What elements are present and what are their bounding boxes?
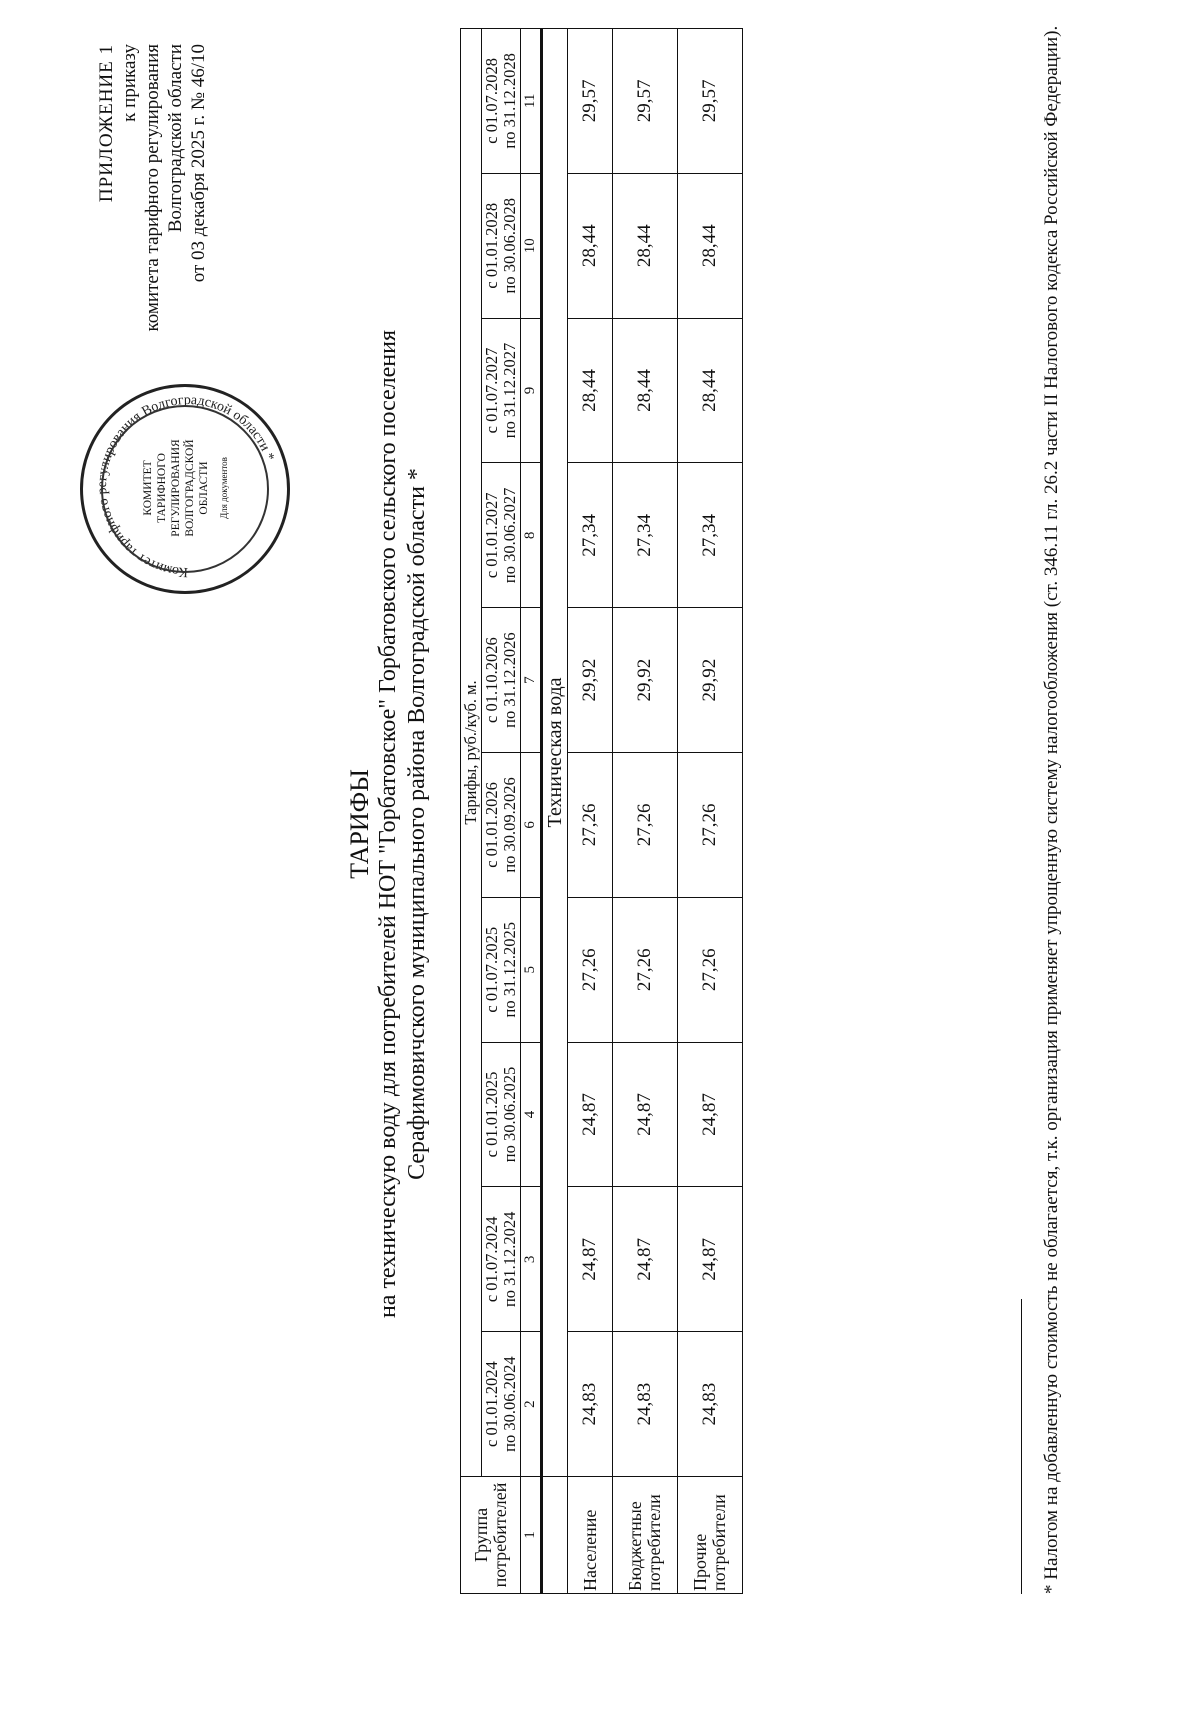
column-number-cell: 3: [521, 1187, 542, 1332]
period-to: по 30.09.2026: [500, 777, 519, 873]
column-number-cell: 10: [521, 173, 542, 318]
column-number-cell: 7: [521, 608, 542, 753]
tariff-value-cell: 24,83: [678, 1332, 743, 1477]
period-to: по 31.12.2028: [500, 53, 519, 149]
column-number-cell: 8: [521, 463, 542, 608]
tariff-header-cell: Тарифы, руб./куб. м.: [461, 28, 482, 1476]
period-from: с 01.10.2026: [482, 637, 501, 723]
period-from: с 01.01.2028: [482, 202, 501, 289]
period-cell: [482, 897, 521, 1042]
tariff-value-cell: 27,26: [613, 753, 678, 898]
tariff-value-cell: 24,87: [678, 1042, 743, 1187]
column-number-cell: 6: [521, 753, 542, 898]
seal-center-line: КОМИТЕТ: [142, 460, 154, 516]
tariff-value-cell: 27,26: [568, 897, 613, 1042]
period-to: по 30.06.2028: [500, 198, 519, 294]
column-number-cell: 5: [521, 897, 542, 1042]
order-date-number: от 03 декабря 2025 г. № 46/10: [188, 44, 209, 283]
tariff-value-cell: 28,44: [568, 318, 613, 463]
period-to: по 30.06.2027: [500, 487, 519, 584]
column-number-cell: 9: [521, 318, 542, 463]
table-row: [678, 28, 743, 1593]
column-number-cell: 4: [521, 1042, 542, 1187]
consumer-group-cell: Прочие потребители: [678, 1477, 743, 1594]
tariff-value-cell: 29,57: [613, 28, 678, 173]
order-reference: к приказу: [119, 44, 140, 122]
period-cell: [482, 173, 521, 318]
period-from: с 01.07.2024: [482, 1216, 501, 1303]
section-row: [542, 28, 568, 1593]
table-row: [568, 28, 613, 1593]
period-cell: [482, 318, 521, 463]
period-cell: [482, 753, 521, 898]
header-row: [461, 28, 482, 1593]
periods-row: [482, 28, 521, 1593]
column-number-cell: 2: [521, 1332, 542, 1477]
title-heading: ТАРИФЫ: [345, 769, 374, 879]
seal-center-line: РЕГУЛИРОВАНИЯ: [170, 439, 182, 537]
column-number-cell: 11: [521, 28, 542, 173]
period-from: с 01.01.2026: [482, 782, 501, 868]
period-to: по 31.12.2026: [500, 632, 519, 728]
tariff-value-cell: 27,26: [678, 753, 743, 898]
period-to: по 30.06.2025: [500, 1066, 519, 1163]
tariff-value-cell: 27,34: [568, 463, 613, 608]
period-from: с 01.07.2027: [482, 347, 501, 434]
table-row: [613, 28, 678, 1593]
period-cell: [482, 28, 521, 173]
tariff-value-cell: 24,83: [568, 1332, 613, 1477]
consumer-group-cell: Население: [568, 1477, 613, 1594]
footnote-divider: [1021, 1299, 1022, 1594]
tariff-value-cell: 27,26: [568, 753, 613, 898]
period-from: с 01.07.2025: [482, 926, 501, 1013]
tariff-value-cell: 24,87: [568, 1187, 613, 1332]
appendix-label: ПРИЛОЖЕНИЕ 1: [96, 44, 117, 203]
period-cell: [482, 463, 521, 608]
region-name: Волгоградской области: [165, 44, 186, 233]
tariff-value-cell: 24,87: [678, 1187, 743, 1332]
section-empty-cell: [542, 1477, 568, 1594]
tariff-value-cell: 28,44: [678, 318, 743, 463]
period-cell: [482, 1042, 521, 1187]
period-to: по 31.12.2025: [500, 921, 519, 1018]
title-line-2: Серафимовичского муниципального района Волгоградской области *: [404, 468, 430, 1180]
tariff-value-cell: 28,44: [678, 173, 743, 318]
period-to: по 31.12.2024: [500, 1211, 519, 1308]
period-cell: [482, 1332, 521, 1477]
column-numbers-row: [521, 28, 542, 1593]
period-from: с 01.01.2027: [482, 492, 501, 579]
tariff-value-cell: 24,83: [613, 1332, 678, 1477]
period-from: с 01.01.2024: [482, 1361, 501, 1447]
column-number-cell: 1: [521, 1477, 542, 1594]
tariff-value-cell: 29,57: [678, 28, 743, 173]
period-from: с 01.07.2028: [482, 58, 501, 144]
seal-bottom-text: Для документов: [219, 457, 229, 519]
footnote: * Налогом на добавленную стоимость не облагается, т.к. организация применяет упрощенную систему налогообложения (ст. 346.11 гл. 26.2 части II Налогового кодекса Российской Федерации).: [1041, 25, 1062, 1594]
tariff-value-cell: 27,34: [613, 463, 678, 608]
seal-center-line: ВОЛГОГРАДСКОЙ: [184, 439, 196, 537]
committee-name: комитета тарифного регулирования: [142, 44, 163, 332]
tariff-value-cell: 27,26: [678, 897, 743, 1042]
title-line-1: на техническую воду для потребителей НОТ "Горбатовское" Горбатовского сельского поселения: [375, 329, 401, 1319]
consumer-group-cell: Бюджетные потребители: [613, 1477, 678, 1594]
tariff-value-cell: 29,92: [678, 608, 743, 753]
period-cell: [482, 1187, 521, 1332]
tariff-value-cell: 24,87: [613, 1187, 678, 1332]
appendix-header: [95, 44, 210, 604]
section-title-cell: Техническая вода: [542, 28, 568, 1476]
tariff-table: [460, 28, 743, 1594]
period-cell: [482, 608, 521, 753]
tariff-value-cell: 27,26: [613, 897, 678, 1042]
seal-ring-label: Комитет тарифного регулирования Волгоградской области *: [94, 392, 277, 580]
period-to: по 30.06.2024: [500, 1356, 519, 1452]
document-title: [345, 264, 432, 1384]
tariff-value-cell: 27,34: [678, 463, 743, 608]
seal-center-line: ТАРИФНОГО: [156, 453, 168, 523]
group-header-cell: Группа потребителей: [461, 1477, 521, 1594]
tariff-value-cell: 28,44: [613, 318, 678, 463]
tariff-value-cell: 24,87: [613, 1042, 678, 1187]
period-from: с 01.01.2025: [482, 1071, 501, 1158]
tariff-value-cell: 28,44: [568, 173, 613, 318]
tariff-value-cell: 29,92: [568, 608, 613, 753]
tariff-value-cell: 28,44: [613, 173, 678, 318]
tariff-value-cell: 24,87: [568, 1042, 613, 1187]
tariff-value-cell: 29,92: [613, 608, 678, 753]
period-to: по 31.12.2027: [500, 342, 519, 439]
seal-center-line: ОБЛАСТИ: [198, 461, 210, 515]
tariff-value-cell: 29,57: [568, 28, 613, 173]
